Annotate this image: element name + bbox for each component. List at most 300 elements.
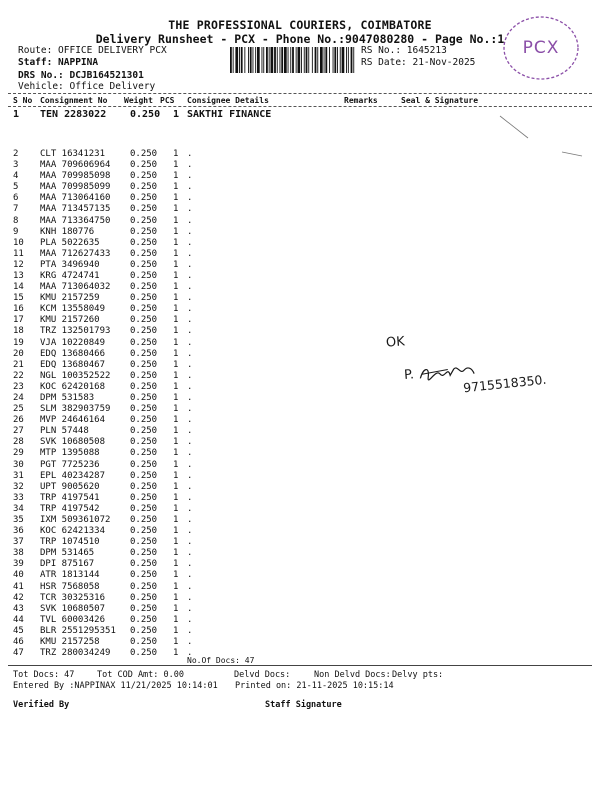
row-consignee: .: [187, 481, 193, 492]
row-consignee: .: [187, 359, 193, 370]
row-consignee: .: [187, 537, 193, 548]
row-sno: 20: [13, 348, 24, 359]
col-weight: Weight: [124, 96, 153, 105]
row-consignment: EDQ 13680466: [40, 348, 106, 359]
barcode-bar: [230, 47, 232, 73]
row-pcs: 1: [173, 282, 179, 293]
rs-number: RS No.: 1645213: [361, 45, 447, 56]
row-consignee: .: [187, 149, 193, 159]
barcode-bar: [288, 47, 289, 73]
row-pcs: 1: [173, 648, 179, 659]
row-consignment: TRZ 280034249: [40, 648, 111, 659]
barcode-bar: [320, 47, 323, 73]
row-consignment: TRP 4197542: [40, 503, 100, 514]
row-consignee: .: [187, 326, 193, 337]
row-pcs: 1: [173, 503, 179, 514]
row-sno: 30: [13, 459, 24, 470]
table-row: [0, 526, 600, 537]
row-sno: 16: [13, 304, 24, 315]
table-row: [0, 426, 600, 437]
row-consignee: .: [187, 548, 193, 559]
row-sno: 35: [13, 514, 24, 525]
row-weight: 0.250: [130, 237, 158, 248]
barcode-bar: [329, 47, 330, 73]
barcode-bar: [269, 47, 270, 73]
row-consignee: .: [187, 636, 193, 647]
barcode-bar: [255, 47, 256, 73]
barcode-bar: [308, 47, 309, 73]
barcode-bar: [346, 47, 347, 73]
row-pcs: 1: [173, 404, 179, 415]
row-sno: 34: [13, 503, 24, 514]
barcode-bar: [333, 47, 334, 73]
row-pcs: 1: [173, 559, 179, 570]
row-consignee: .: [187, 614, 193, 625]
row-consignment: MVP 24646164: [40, 415, 106, 426]
table-row: [0, 204, 600, 215]
row-weight: 0.250: [130, 293, 158, 304]
row-pcs: 1: [173, 492, 179, 503]
barcode-bar: [244, 47, 245, 73]
row-weight: 0.250: [130, 248, 158, 259]
runsheet-subtitle: Delivery Runsheet - PCX - Phone No.:9047080280 - Page No.:1: [95, 32, 505, 46]
row-sno: 44: [13, 614, 24, 625]
row-consignment: TVL 60003426: [40, 614, 106, 625]
row-pcs: 1: [173, 149, 179, 159]
table-row: [0, 504, 600, 515]
barcode-bar: [296, 47, 297, 73]
row-pcs: 1: [173, 182, 179, 193]
row-consignment: KOC 62421334: [40, 526, 106, 537]
row-sno: 28: [13, 437, 24, 448]
row-consignee: .: [187, 370, 193, 381]
barcode-bar: [280, 47, 281, 73]
row-sno: 10: [13, 237, 24, 248]
row-weight: 0.250: [130, 326, 158, 337]
row-weight: 0.250: [130, 259, 158, 270]
stamp-text: PCX: [522, 38, 560, 58]
row-sno: 31: [13, 470, 24, 481]
row-consignment: VJA 10220849: [40, 337, 106, 348]
row-pcs: 1: [173, 636, 179, 647]
row-consignee: .: [187, 160, 193, 171]
row-pcs: 1: [173, 304, 179, 315]
barcode-bar: [312, 47, 313, 73]
row-pcs: 1: [173, 270, 179, 281]
table-row: [0, 293, 600, 304]
row-pcs: 1: [173, 337, 179, 348]
row-consignee: .: [187, 570, 193, 581]
row-pcs: 1: [173, 470, 179, 481]
row-pcs: 1: [173, 625, 179, 636]
header-top-rule: [8, 93, 592, 94]
row-pcs: 1: [173, 348, 179, 359]
row-consignee: .: [187, 492, 193, 503]
barcode-bar: [248, 47, 249, 73]
row-sno: 22: [13, 370, 24, 381]
barcode-bar: [298, 47, 301, 73]
row-pcs: 1: [173, 381, 179, 392]
row-sno: 21: [13, 359, 24, 370]
row-pcs: 1: [173, 614, 179, 625]
row-consignment: DPM 531583: [40, 392, 95, 403]
row-weight: 0.250: [130, 503, 158, 514]
row-consignment: KOC 62420168: [40, 381, 106, 392]
barcode-bar: [351, 47, 353, 73]
row-consignee: .: [187, 248, 193, 259]
table-row: [0, 271, 600, 282]
row-weight: 0.250: [130, 459, 158, 470]
row-pcs: 1: [173, 160, 179, 171]
row-consignee: .: [187, 648, 193, 659]
row-pcs: 1: [173, 448, 179, 459]
row-consignee: .: [187, 259, 193, 270]
row-consignment: SLM 382903759: [40, 404, 111, 415]
row-weight: 0.250: [130, 348, 158, 359]
row-weight: 0.250: [130, 592, 158, 603]
staff-label: Staff: NAPPINA: [18, 57, 99, 68]
row-consignment: EPL 40234287: [40, 470, 106, 481]
row-consignment: HSR 7568058: [40, 581, 100, 592]
barcode-bar: [235, 47, 238, 73]
row-consignment: TRP 4197541: [40, 492, 100, 503]
barcode-bar: [340, 47, 341, 73]
row-pcs: 1: [173, 392, 179, 403]
row-consignee: .: [187, 315, 193, 326]
barcode-bar: [274, 47, 276, 73]
table-row: [0, 471, 600, 482]
row-consignment: MAA 712627433: [40, 248, 111, 259]
row-consignment: KMU 2157260: [40, 315, 100, 326]
table-row: [0, 615, 600, 626]
row-consignee: .: [187, 459, 193, 470]
row-consignment: TCR 30325316: [40, 592, 106, 603]
row-pcs: 1: [173, 204, 179, 215]
verified-by: Verified By: [13, 700, 70, 710]
row-consignment: PTA 3496940: [40, 259, 100, 270]
row-sno: 7: [13, 204, 19, 215]
row-weight: 0.250: [130, 109, 161, 120]
row-weight: 0.250: [130, 315, 158, 326]
row-sno: 36: [13, 526, 24, 537]
row-consignment: MAA 713064160: [40, 193, 111, 204]
row-sno: 38: [13, 548, 24, 559]
table-row: [0, 448, 600, 459]
row-weight: 0.250: [130, 514, 158, 525]
row-consignee: .: [187, 437, 193, 448]
row-weight: 0.250: [130, 625, 158, 636]
barcode-bar: [324, 47, 325, 73]
row-weight: 0.250: [130, 492, 158, 503]
row-consignment: ATR 1813144: [40, 570, 100, 581]
barcode-bar: [292, 47, 294, 73]
row-sno: 25: [13, 404, 24, 415]
barcode-bar: [306, 47, 308, 73]
row-pcs: 1: [173, 109, 180, 120]
barcode-bar: [262, 47, 263, 73]
row-sno: 19: [13, 337, 24, 348]
barcode-bar: [271, 47, 274, 73]
row-consignment: PLA 5022635: [40, 237, 100, 248]
no-of-docs: No.Of Docs: 47: [187, 656, 255, 665]
row-sno: 45: [13, 625, 24, 636]
row-consignment: BLR 2551295351: [40, 625, 116, 636]
row-sno: 17: [13, 315, 24, 326]
row-pcs: 1: [173, 415, 179, 426]
barcode-bar: [266, 47, 268, 73]
row-pcs: 1: [173, 259, 179, 270]
row-sno: 40: [13, 570, 24, 581]
row-sno: 1: [13, 109, 20, 120]
row-weight: 0.250: [130, 359, 158, 370]
row-weight: 0.250: [130, 381, 158, 392]
row-pcs: 1: [173, 293, 179, 304]
row-consignee: .: [187, 270, 193, 281]
row-consignee: .: [187, 559, 193, 570]
barcode-bar: [304, 47, 305, 73]
row-pcs: 1: [173, 237, 179, 248]
row-consignment: UPT 9005620: [40, 481, 100, 492]
table-row: [0, 360, 600, 371]
row-consignment: MAA 709985098: [40, 171, 111, 182]
row-sno: 4: [13, 171, 19, 182]
rs-date: RS Date: 21-Nov-2025: [361, 57, 476, 68]
row-pcs: 1: [173, 359, 179, 370]
row-weight: 0.250: [130, 636, 158, 647]
row-consignee: .: [187, 625, 193, 636]
row-consignment: KMU 2157258: [40, 636, 100, 647]
row-consignment: KCM 13558049: [40, 304, 106, 315]
handwritten-ok: OK: [385, 334, 406, 351]
row-consignee: .: [187, 171, 193, 182]
row-sno: 39: [13, 559, 24, 570]
row-sno: 47: [13, 648, 24, 659]
row-weight: 0.250: [130, 603, 158, 614]
table-row: [0, 182, 600, 193]
row-sno: 18: [13, 326, 24, 337]
row-sno: 32: [13, 481, 24, 492]
row-sno: 2: [13, 149, 19, 159]
table-row: [0, 582, 600, 593]
barcode-bar: [342, 47, 345, 73]
row-weight: 0.250: [130, 304, 158, 315]
barcode-image: [230, 47, 355, 73]
row-pcs: 1: [173, 215, 179, 226]
row-consignee: .: [187, 581, 193, 592]
row-consignee: .: [187, 381, 193, 392]
row-pcs: 1: [173, 370, 179, 381]
row-consignment: MTP 1395088: [40, 448, 100, 459]
col-consignment: Consignment No: [40, 96, 108, 105]
row-weight: 0.250: [130, 404, 158, 415]
row-sno: 23: [13, 381, 24, 392]
row-consignment: DPM 531465: [40, 548, 95, 559]
row-consignment: MAA 713457135: [40, 204, 111, 215]
row-sno: 24: [13, 392, 24, 403]
col-consignee: Consignee Details: [187, 96, 269, 105]
row-weight: 0.250: [130, 437, 158, 448]
table-row: [0, 437, 600, 448]
vehicle-label: Vehicle: Office Delivery: [18, 81, 156, 92]
row-consignment: IXM 509361072: [40, 514, 111, 525]
row-sno: 6: [13, 193, 19, 204]
col-pcs: PCS: [160, 96, 175, 105]
row-weight: 0.250: [130, 470, 158, 481]
table-row: [0, 537, 600, 548]
row-consignee: .: [187, 304, 193, 315]
row-consignment: DPI 875167: [40, 559, 95, 570]
table-row: [0, 548, 600, 559]
barcode-bar: [233, 47, 234, 73]
row-weight: 0.250: [130, 537, 158, 548]
row-sno: 41: [13, 581, 24, 592]
row-weight: 0.250: [130, 648, 158, 659]
row-consignee: .: [187, 514, 193, 525]
row-consignee: .: [187, 226, 193, 237]
row-consignee: SAKTHI FINANCE: [187, 109, 272, 120]
row-pcs: 1: [173, 248, 179, 259]
table-row: [0, 404, 600, 415]
handwritten-name-text: P.: [403, 367, 419, 383]
row-consignment: KMU 2157259: [40, 293, 100, 304]
row-weight: 0.250: [130, 559, 158, 570]
row-consignment: PGT 7725236: [40, 459, 100, 470]
non-delvd-docs: Non Delvd Docs:: [314, 670, 391, 680]
row-weight: 0.250: [130, 526, 158, 537]
row-pcs: 1: [173, 570, 179, 581]
row-weight: 0.250: [130, 448, 158, 459]
row-weight: 0.250: [130, 204, 158, 215]
row-consignee: .: [187, 348, 193, 359]
row-sno: 13: [13, 270, 24, 281]
company-title: THE PROFESSIONAL COURIERS, COIMBATORE: [168, 18, 432, 32]
printed-on: Printed on: 21-11-2025 10:15:14: [235, 681, 394, 691]
row-weight: 0.250: [130, 570, 158, 581]
row-pcs: 1: [173, 437, 179, 448]
row-consignee: .: [187, 503, 193, 514]
barcode-bar: [250, 47, 252, 73]
delvd-docs: Delvd Docs:: [234, 670, 291, 680]
table-row: [0, 227, 600, 238]
row-consignment: MAA 709985099: [40, 182, 111, 193]
row-consignee: .: [187, 204, 193, 215]
row-weight: 0.250: [130, 226, 158, 237]
row-consignment: MAA 713364750: [40, 215, 111, 226]
row-consignment: TRP 1074510: [40, 537, 100, 548]
row-weight: 0.250: [130, 160, 158, 171]
header-bottom-rule: [8, 106, 592, 107]
row-sno: 15: [13, 293, 24, 304]
table-row: [0, 282, 600, 293]
row-sno: 14: [13, 282, 24, 293]
table-row: [0, 637, 600, 648]
row-pcs: 1: [173, 481, 179, 492]
row-consignee: .: [187, 182, 193, 193]
row-sno: 37: [13, 537, 24, 548]
row-pcs: 1: [173, 193, 179, 204]
col-remarks: Remarks: [344, 96, 378, 105]
row-sno: 5: [13, 182, 19, 193]
table-row: [0, 559, 600, 570]
row-consignee: .: [187, 337, 193, 348]
row-consignment: MAA 713064032: [40, 282, 111, 293]
table-row: [0, 171, 600, 182]
table-row: [0, 393, 600, 404]
row-pcs: 1: [173, 526, 179, 537]
row-consignment: SVK 10680507: [40, 603, 106, 614]
barcode-bar: [281, 47, 283, 73]
table-row: [0, 238, 600, 249]
barcode-bar: [263, 47, 264, 73]
table-row: [0, 193, 600, 204]
pcx-stamp: [500, 14, 582, 82]
entered-by: Entered By :NAPPINAX 11/21/2025 10:14:01: [13, 681, 218, 691]
row-sno: 29: [13, 448, 24, 459]
row-consignee: .: [187, 415, 193, 426]
delvy-pts: Delvy pts:: [392, 670, 444, 680]
table-row: [0, 315, 600, 326]
col-seal: Seal & Signature: [401, 96, 479, 105]
row-consignee: .: [187, 293, 193, 304]
barcode-bar: [317, 47, 318, 73]
table-row: [0, 648, 600, 659]
barcode-bar: [239, 47, 240, 73]
row-consignee: .: [187, 392, 193, 403]
route-label: Route: OFFICE DELIVERY PCX: [18, 45, 167, 56]
row-pcs: 1: [173, 171, 179, 182]
row-consignee: .: [187, 215, 193, 226]
table-row: [0, 493, 600, 504]
row-consignee: .: [187, 592, 193, 603]
row-sno: 27: [13, 426, 24, 437]
row-pcs: 1: [173, 326, 179, 337]
summary-rule: [8, 665, 592, 666]
barcode-bar: [290, 47, 291, 73]
barcode-bar: [284, 47, 287, 73]
row-consignee: .: [187, 237, 193, 248]
row-sno: 43: [13, 603, 24, 614]
row-sno: 3: [13, 160, 19, 171]
barcode-bar: [353, 47, 354, 73]
table-row: [0, 593, 600, 604]
row-sno: 46: [13, 636, 24, 647]
table-row: [0, 604, 600, 615]
barcode-bar: [301, 47, 302, 73]
row-weight: 0.250: [130, 149, 158, 159]
drs-label: DRS No.: DCJB164521301: [18, 70, 144, 81]
row-sno: 11: [13, 248, 24, 259]
row-pcs: 1: [173, 426, 179, 437]
tot-docs: Tot Docs: 47: [13, 670, 75, 680]
row-weight: 0.250: [130, 337, 158, 348]
table-row: [0, 415, 600, 426]
row-sno: 33: [13, 492, 24, 503]
table-row: [0, 349, 600, 360]
table-row: [0, 460, 600, 471]
table-row: [0, 626, 600, 637]
row-sno: 12: [13, 259, 24, 270]
row-pcs: 1: [173, 548, 179, 559]
row-consignee: .: [187, 470, 193, 481]
row-consignee: .: [187, 603, 193, 614]
row-consignee: .: [187, 426, 193, 437]
row-consignment: CLT 16341231: [40, 149, 106, 159]
row-consignment: EDQ 13680467: [40, 359, 106, 370]
table-row: [0, 326, 600, 337]
barcode-bar: [241, 47, 243, 73]
row-weight: 0.250: [130, 215, 158, 226]
row-weight: 0.250: [130, 193, 158, 204]
